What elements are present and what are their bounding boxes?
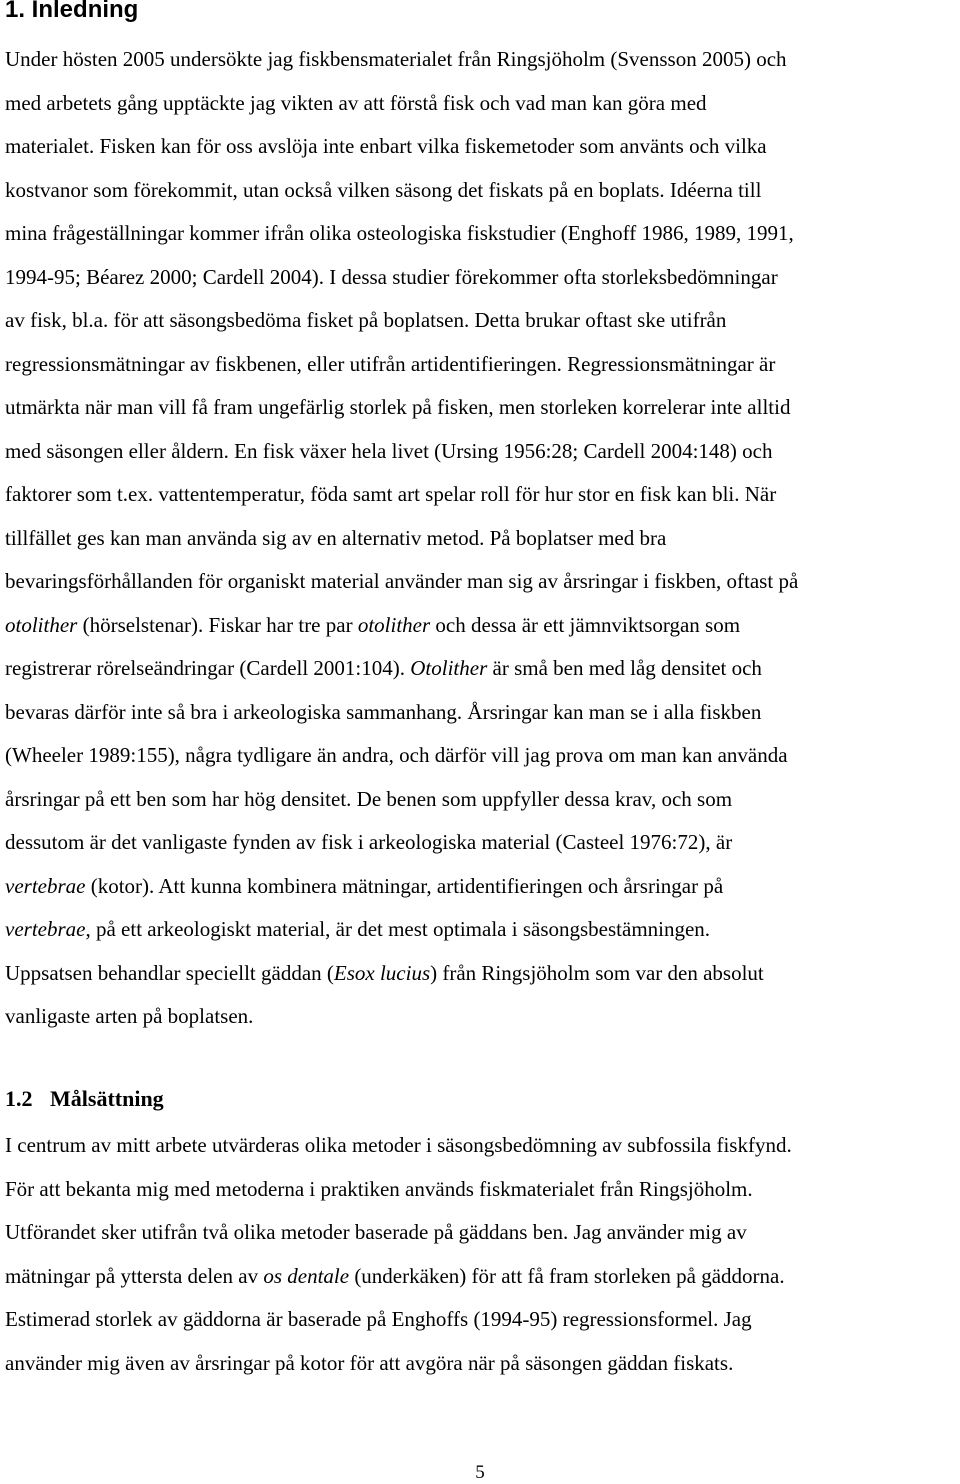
italic-term: Otolither [410,656,488,680]
text-line [5,212,955,256]
text-run: mätningar på yttersta delen av [5,1263,264,1288]
text-line [5,1298,955,1342]
text-line [5,386,955,430]
text-line [5,778,955,822]
section-title: Målsättning [50,1086,164,1111]
text-run: Under hösten 2005 undersökte jag fiskbensmaterialet från Ringsjöholm (Svensson 2005) och [5,47,787,71]
text-run: (hörselstenar). Fiskar har tre par [77,612,358,637]
italic-term: vertebrae [5,873,86,898]
text-line [5,473,955,517]
text-line [5,1211,955,1255]
text-run: dessutom är det vanligaste fynden av fisk i arkeologiska material (Casteel 1976:72), är [5,830,733,854]
text-line [5,1255,955,1299]
text-run: kostvanor som förekommit, utan också vilken säsong det fiskats på en boplats. Idéerna till [5,177,762,202]
text-run: med arbetets gång upptäckte jag vikten av att förstå fisk och vad man kan göra med [5,90,707,115]
text-run: 1994-95; Béarez 2000; Cardell 2004). I dessa studier förekommer ofta storleksbedömningar [5,264,778,289]
text-line [5,1124,955,1168]
text-line [5,82,955,126]
text-run: tillfället ges kan man använda sig av en alternativ metod. På boplatser med bra [5,525,667,550]
text-run: utmärkta när man vill få fram ungefärlig storlek på fisken, men storleken korrelerar inte alltid [5,395,791,419]
page-number: 5 [475,1462,485,1483]
text-line [5,1342,955,1386]
text-run: årsringar på ett ben som har hög densitet. De benen som uppfyller dessa krav, och som [5,786,733,811]
text-run: mina frågeställningar kommer ifrån olika osteologiska fiskstudier (Enghoff 1986, 1989, 1991, [5,221,794,245]
text-line [5,560,955,604]
text-line [5,952,955,996]
text-run: bevaras därför inte så bra i arkeologiska sammanhang. Årsringar kan man se i alla fiskben [5,699,762,724]
text-line [5,169,955,213]
text-run: använder mig även av årsringar på kotor för att avgöra när på säsongen gäddan fiskats. [5,1350,734,1375]
text-run: (Wheeler 1989:155), några tydligare än andra, och därför vill jag prova om man kan använda [5,743,788,767]
text-run: Utförandet sker utifrån två olika metoder baserade på gäddans ben. Jag använder mig av [5,1220,747,1244]
text-line [5,734,955,778]
text-run: (kotor). Att kunna kombinera mätningar, artidentifieringen och årsringar på [85,873,724,898]
italic-term: vertebrae [5,917,86,941]
italic-term: Esox lucius [333,960,431,985]
text-run: materialet. Fisken kan för oss avslöja inte enbart vilka fiskemetoder som använts och vilka [5,134,767,158]
text-run: (underkäken) för att få fram storleken på gäddorna. [349,1263,785,1288]
chapter-heading: 1. Inledning [5,0,139,23]
text-run: , på ett arkeologiskt material, är det mest optimala i säsongsbestämningen. [85,917,711,941]
text-run: och dessa är ett jämnviktsorgan som [430,612,741,637]
italic-term: otolither [5,612,78,637]
text-line [5,299,955,343]
text-run: bevaringsförhållanden för organiskt material använder man sig av årsringar i fiskben, oftast på [5,569,799,593]
text-run: regressionsmätningar av fiskbenen, eller utifrån artidentifieringen. Regressionsmätningar är [5,351,776,376]
italic-term: os dentale [263,1263,350,1288]
text-line [5,647,955,691]
text-line [5,691,955,735]
text-run: faktorer som t.ex. vattentemperatur, föda samt art spelar roll för hur stor en fisk kan bli. När [5,482,777,506]
text-run: registrerar rörelseändringar (Cardell 2001:104). [5,656,411,680]
text-run: Uppsatsen behandlar speciellt gäddan ( [5,960,334,985]
text-line [5,343,955,387]
text-line [5,517,955,561]
text-line [5,908,955,952]
text-run: I centrum av mitt arbete utvärderas olika metoder i säsongsbedömning av subfossila fiskfynd. [5,1133,792,1157]
text-line [5,38,955,82]
text-line [5,125,955,169]
text-run: med säsongen eller åldern. En fisk växer hela livet (Ursing 1956:28; Cardell 2004:148) och [5,438,773,463]
text-run: ) från Ringsjöholm som var den absolut [430,960,764,985]
text-line [5,604,955,648]
intro-paragraph [5,38,955,1039]
text-line [5,865,955,909]
text-run: av fisk, bl.a. för att säsongsbedöma fisket på boplatsen. Detta brukar oftast ske utifrån [5,308,727,332]
text-run: är små ben med låg densitet och [487,656,762,680]
italic-term: otolither [357,612,431,637]
text-line [5,430,955,474]
section-number: 1.2 [5,1086,33,1111]
text-line [5,821,955,865]
text-line [5,256,955,300]
text-line [5,1168,955,1212]
text-run: För att bekanta mig med metoderna i praktiken används fiskmaterialet från Ringsjöholm. [5,1176,753,1201]
text-line [5,995,955,1039]
text-run: vanligaste arten på boplatsen. [5,1004,254,1028]
section-heading [5,1086,164,1112]
text-run: Estimerad storlek av gäddorna är baserade på Enghoffs (1994-95) regressionsformel. Jag [5,1307,752,1331]
goal-paragraph [5,1124,955,1385]
